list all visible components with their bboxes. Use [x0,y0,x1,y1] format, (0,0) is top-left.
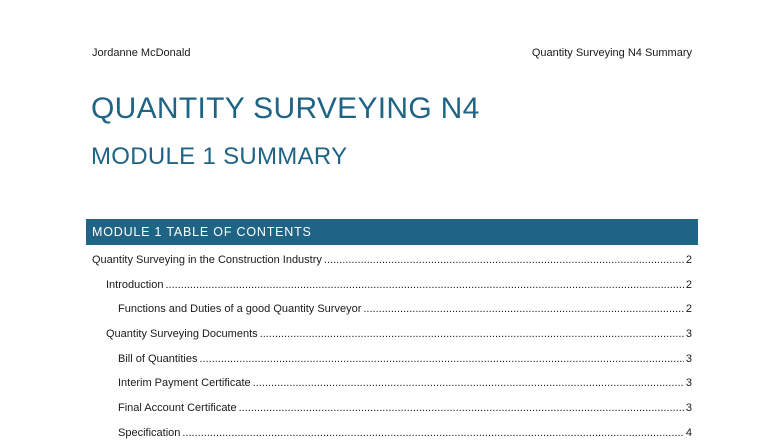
toc-dot-leader [324,254,684,266]
toc-entry[interactable] [92,279,692,304]
toc-dot-leader [165,279,683,291]
toc-entry-page: 3 [685,377,692,390]
toc-entry-page: 2 [685,303,692,316]
toc-entry-label: Quantity Surveying in the Construction Industry [92,254,322,266]
toc-dot-leader [253,377,684,389]
header-author: Jordanne McDonald [92,47,191,59]
toc-entry[interactable] [92,303,692,328]
toc-entry[interactable] [92,353,692,378]
toc-dot-leader [199,353,683,365]
toc-entry-page: 3 [685,328,692,341]
toc-dot-leader [363,303,684,315]
toc-heading: MODULE 1 TABLE OF CONTENTS [86,219,698,245]
toc-entry-page: 2 [685,278,692,291]
toc-entry[interactable] [92,402,692,427]
toc-entry-label: Quantity Surveying Documents [106,328,258,341]
toc-entry-page: 4 [685,426,692,439]
toc-entry[interactable] [92,427,692,441]
toc-entry-page: 3 [685,402,692,415]
toc-dot-leader [260,328,684,340]
toc-entry[interactable] [92,328,692,353]
header-document-title: Quantity Surveying N4 Summary [531,47,692,59]
table-of-contents [92,254,692,441]
toc-entry-page: 2 [685,254,692,266]
toc-entry[interactable] [92,377,692,402]
document-title: QUANTITY SURVEYING N4 [91,92,480,125]
toc-dot-leader [182,427,684,439]
toc-entry-label: Interim Payment Certificate [118,377,251,390]
toc-entry[interactable] [92,254,692,279]
toc-entry-label: Final Account Certificate [118,402,237,415]
toc-entry-label: Specification [118,426,181,439]
toc-entry-label: Introduction [106,278,164,291]
toc-entry-label: Bill of Quantities [118,352,198,365]
toc-entry-page: 3 [685,352,692,365]
toc-entry-label: Functions and Duties of a good Quantity Surveyor [118,303,362,316]
toc-dot-leader [239,402,684,414]
document-subtitle: MODULE 1 SUMMARY [91,143,348,170]
